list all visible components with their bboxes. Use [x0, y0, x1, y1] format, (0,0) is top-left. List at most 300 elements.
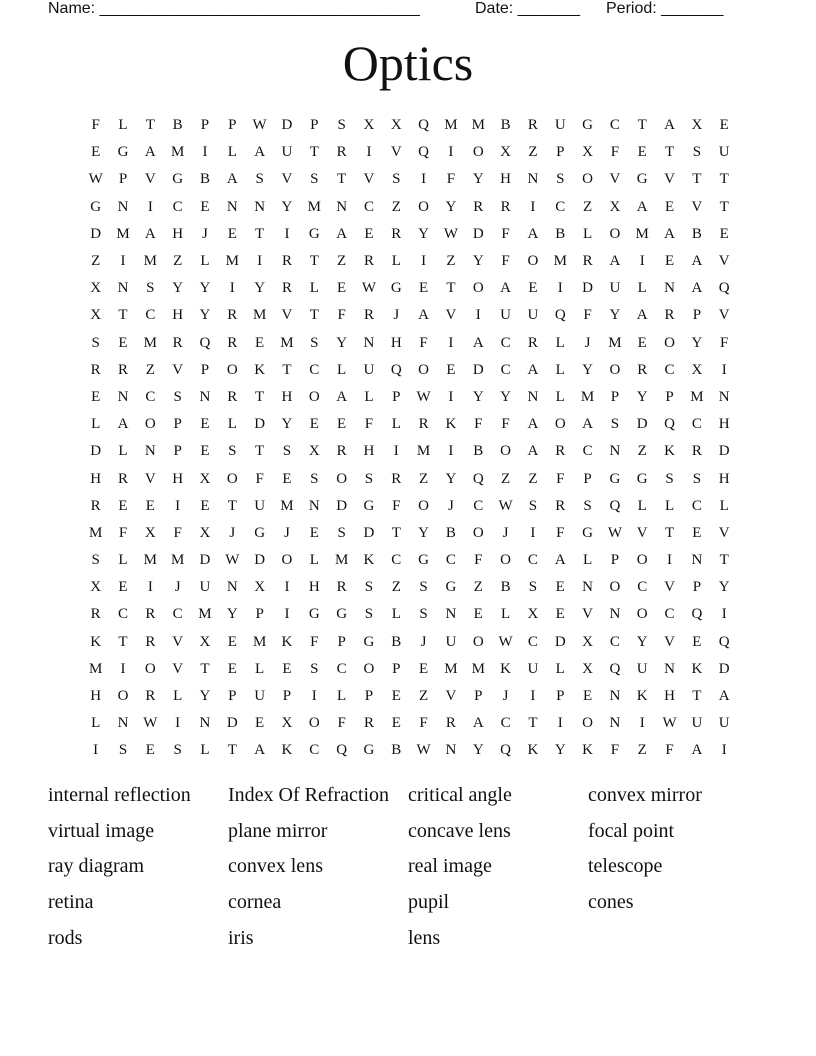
grid-letter: E: [719, 117, 729, 134]
grid-letter: Y: [636, 388, 648, 405]
grid-letter: H: [718, 470, 730, 487]
grid-letter: X: [390, 117, 402, 134]
grid-letter: Z: [145, 361, 155, 378]
grid-letter: Y: [172, 280, 184, 297]
grid-letter: K: [445, 416, 457, 433]
grid-letter: U: [609, 280, 621, 297]
grid-letter: S: [228, 443, 237, 460]
grid-letter: O: [527, 253, 539, 270]
grid-letter: T: [255, 443, 265, 460]
grid-letter: Q: [664, 416, 675, 433]
grid-letter: H: [172, 470, 184, 487]
word-list-item: rods: [48, 926, 83, 949]
grid-letter: N: [609, 443, 621, 460]
grid-letter: Y: [500, 388, 511, 405]
grid-letter: L: [391, 253, 401, 270]
grid-letter: F: [720, 334, 729, 351]
grid-letter: A: [500, 280, 511, 297]
grid-letter: R: [582, 253, 593, 270]
grid-letter: L: [364, 388, 374, 405]
grid-letter: L: [501, 606, 511, 623]
grid-letter: G: [636, 171, 648, 188]
grid-letter: S: [146, 280, 155, 297]
word-list-row: [48, 885, 788, 921]
grid-letter: E: [227, 660, 237, 677]
grid-letter: F: [583, 307, 592, 324]
grid-letter: U: [281, 144, 293, 161]
grid-letter: N: [609, 688, 621, 705]
grid-letter: R: [145, 606, 156, 623]
word-list-item: convex mirror: [588, 784, 702, 807]
word-list-item: lens: [408, 926, 441, 949]
grid-letter: A: [336, 225, 348, 242]
grid-letter: K: [664, 443, 675, 460]
grid-letter: O: [117, 688, 129, 705]
grid-letter: A: [691, 742, 703, 759]
grid-letter: G: [445, 579, 457, 596]
grid-letter: E: [227, 633, 237, 650]
grid-letter: I: [667, 552, 673, 569]
grid-letter: Z: [637, 443, 647, 460]
grid-letter: T: [337, 171, 347, 188]
grid-letter: J: [202, 225, 208, 242]
grid-letter: O: [226, 361, 238, 378]
grid-letter: D: [472, 225, 484, 242]
grid-letter: J: [229, 524, 236, 541]
grid-letter: W: [88, 171, 103, 188]
grid-letter: I: [448, 388, 454, 405]
grid-letter: I: [421, 171, 427, 188]
grid-letter: M: [307, 198, 321, 215]
grid-letter: L: [337, 688, 347, 705]
grid-letter: F: [419, 715, 428, 732]
grid-letter: D: [254, 416, 266, 433]
grid-letter: O: [418, 361, 430, 378]
grid-letter: U: [363, 361, 375, 378]
grid-letter: P: [228, 688, 237, 705]
grid-letter: P: [474, 688, 483, 705]
grid-letter: K: [527, 742, 539, 759]
grid-letter: F: [665, 742, 674, 759]
grid-letter: D: [554, 633, 566, 650]
grid-letter: R: [117, 361, 128, 378]
grid-letter: S: [419, 606, 428, 623]
grid-letter: A: [664, 225, 675, 242]
grid-letter: E: [664, 198, 675, 215]
grid-letter: E: [528, 280, 538, 297]
grid-letter: O: [308, 715, 320, 732]
grid-letter: R: [527, 334, 538, 351]
grid-letter: M: [334, 552, 349, 569]
grid-letter: C: [309, 361, 320, 378]
grid-letter: I: [284, 225, 290, 242]
grid-letter: C: [664, 606, 675, 623]
grid-letter: H: [308, 579, 320, 596]
grid-letter: C: [145, 388, 156, 405]
grid-letter: Y: [418, 225, 430, 242]
grid-letter: I: [530, 688, 536, 705]
grid-row: [82, 275, 739, 302]
grid-letter: T: [118, 633, 128, 650]
grid-letter: F: [255, 470, 264, 487]
grid-letter: C: [609, 117, 620, 134]
grid-letter: W: [225, 552, 240, 569]
grid-letter: Y: [281, 416, 293, 433]
grid-letter: L: [391, 606, 401, 623]
grid-letter: T: [446, 280, 456, 297]
grid-letter: F: [501, 253, 510, 270]
grid-letter: A: [554, 552, 566, 569]
grid-letter: H: [90, 688, 102, 705]
grid-row: [82, 248, 739, 275]
grid-letter: N: [117, 198, 129, 215]
grid-letter: Y: [582, 361, 593, 378]
grid-letter: J: [448, 497, 454, 514]
grid-letter: A: [691, 280, 703, 297]
grid-letter: O: [472, 144, 484, 161]
grid-letter: X: [199, 633, 211, 650]
grid-letter: Y: [718, 579, 730, 596]
grid-letter: O: [363, 660, 375, 677]
grid-letter: V: [636, 524, 648, 541]
grid-letter: N: [609, 715, 621, 732]
grid-letter: T: [118, 307, 128, 324]
grid-letter: P: [255, 606, 264, 623]
grid-letter: P: [228, 117, 237, 134]
grid-letter: E: [91, 388, 101, 405]
grid-letter: D: [226, 715, 238, 732]
grid-letter: N: [226, 579, 238, 596]
grid-letter: U: [500, 307, 511, 324]
grid-letter: C: [637, 579, 648, 596]
grid-letter: Y: [226, 606, 238, 623]
grid-letter: M: [635, 225, 649, 242]
grid-letter: E: [419, 660, 429, 677]
word-list: [48, 778, 788, 956]
grid-letter: Y: [445, 198, 457, 215]
grid-letter: Q: [418, 117, 430, 134]
grid-letter: W: [143, 715, 158, 732]
grid-letter: L: [173, 688, 183, 705]
grid-letter: P: [173, 416, 182, 433]
grid-letter: R: [555, 443, 566, 460]
grid-letter: L: [582, 225, 593, 242]
grid-letter: O: [636, 606, 648, 623]
word-list-item: concave lens: [408, 819, 511, 842]
grid-letter: A: [609, 253, 621, 270]
grid-letter: Y: [472, 171, 484, 188]
grid-letter: S: [310, 470, 319, 487]
grid-letter: E: [118, 497, 128, 514]
grid-letter: K: [363, 552, 375, 569]
grid-letter: L: [637, 497, 647, 514]
word-list-row: [48, 778, 788, 814]
grid-letter: O: [609, 361, 621, 378]
grid-letter: F: [501, 225, 510, 242]
grid-letter: T: [282, 361, 292, 378]
grid-letter: K: [90, 633, 102, 650]
grid-letter: C: [172, 606, 183, 623]
grid-letter: X: [527, 606, 539, 623]
grid-letter: S: [364, 606, 374, 623]
grid-letter: I: [639, 715, 645, 732]
grid-letter: N: [117, 280, 129, 297]
grid-letter: T: [528, 715, 538, 732]
grid-letter: F: [364, 416, 374, 433]
grid-letter: E: [255, 334, 265, 351]
grid-row: [82, 112, 739, 139]
grid-letter: V: [281, 171, 293, 188]
grid-row: [82, 221, 739, 248]
grid-letter: Q: [718, 280, 730, 297]
grid-letter: I: [366, 144, 372, 161]
grid-letter: J: [174, 579, 181, 596]
grid-letter: B: [172, 117, 183, 134]
grid-letter: I: [147, 579, 153, 596]
grid-letter: H: [664, 688, 675, 705]
grid-letter: D: [718, 660, 730, 677]
grid-letter: Y: [472, 742, 484, 759]
grid-letter: P: [118, 171, 128, 188]
grid-letter: E: [200, 198, 210, 215]
grid-letter: L: [91, 715, 101, 732]
grid-letter: I: [721, 606, 727, 623]
grid-letter: C: [145, 307, 156, 324]
grid-letter: R: [664, 307, 675, 324]
grid-letter: Q: [418, 144, 430, 161]
grid-letter: S: [364, 579, 374, 596]
grid-letter: S: [173, 742, 182, 759]
grid-letter: D: [636, 416, 648, 433]
grid-row: [82, 547, 739, 574]
grid-letter: V: [445, 307, 457, 324]
word-list-item: convex lens: [228, 855, 323, 878]
grid-row: [82, 384, 739, 411]
grid-letter: T: [664, 524, 675, 541]
grid-letter: H: [90, 470, 102, 487]
grid-letter: F: [173, 524, 182, 541]
grid-letter: R: [281, 280, 292, 297]
grid-letter: C: [691, 497, 702, 514]
grid-letter: R: [172, 334, 183, 351]
grid-letter: Y: [199, 280, 211, 297]
grid-letter: T: [637, 117, 647, 134]
grid-letter: H: [718, 416, 730, 433]
grid-letter: O: [582, 171, 593, 188]
grid-row: [82, 438, 739, 465]
grid-letter: G: [172, 171, 184, 188]
grid-letter: C: [336, 660, 347, 677]
grid-letter: H: [500, 171, 511, 188]
grid-letter: F: [392, 497, 401, 514]
grid-letter: F: [556, 524, 565, 541]
grid-letter: I: [175, 497, 181, 514]
grid-letter: V: [390, 144, 402, 161]
grid-letter: E: [719, 225, 729, 242]
grid-letter: R: [145, 633, 156, 650]
grid-letter: I: [639, 253, 645, 270]
grid-letter: G: [418, 552, 430, 569]
grid-letter: R: [527, 117, 538, 134]
grid-letter: E: [664, 253, 675, 270]
grid-letter: L: [200, 253, 210, 270]
grid-letter: F: [310, 633, 319, 650]
grid-letter: U: [527, 660, 539, 677]
grid-letter: I: [229, 280, 235, 297]
grid-letter: B: [199, 171, 210, 188]
grid-letter: L: [582, 552, 593, 569]
grid-letter: F: [501, 416, 510, 433]
grid-letter: V: [664, 171, 675, 188]
grid-letter: D: [254, 552, 266, 569]
grid-letter: O: [418, 497, 430, 514]
grid-letter: R: [281, 253, 292, 270]
grid-letter: L: [200, 742, 210, 759]
grid-letter: L: [118, 117, 128, 134]
word-list-item: Index Of Refraction: [228, 784, 390, 807]
grid-letter: H: [172, 225, 184, 242]
grid-letter: D: [90, 443, 102, 460]
grid-letter: R: [391, 470, 402, 487]
grid-row: [82, 574, 739, 601]
word-list-row: [48, 920, 788, 956]
grid-letter: D: [90, 225, 102, 242]
grid-letter: Y: [254, 280, 266, 297]
grid-letter: Y: [199, 688, 211, 705]
grid-letter: I: [120, 253, 126, 270]
grid-row: [82, 194, 739, 221]
grid-letter: C: [609, 633, 620, 650]
date-field-label: Date: _______: [475, 0, 580, 17]
grid-letter: W: [416, 388, 431, 405]
grid-letter: F: [474, 416, 483, 433]
grid-letter: R: [445, 715, 456, 732]
grid-letter: M: [225, 253, 239, 270]
grid-letter: M: [444, 117, 458, 134]
grid-letter: R: [473, 198, 484, 215]
grid-letter: C: [691, 416, 702, 433]
grid-letter: E: [145, 497, 155, 514]
grid-letter: Y: [418, 524, 430, 541]
grid-letter: A: [144, 144, 156, 161]
grid-letter: U: [554, 117, 566, 134]
grid-letter: F: [91, 117, 100, 134]
grid-letter: N: [445, 742, 457, 759]
grid-letter: N: [609, 606, 621, 623]
grid-letter: N: [445, 606, 457, 623]
grid-letter: Q: [691, 606, 703, 623]
grid-letter: E: [282, 470, 292, 487]
grid-letter: E: [637, 334, 647, 351]
grid-letter: P: [200, 117, 210, 134]
grid-letter: I: [175, 715, 181, 732]
grid-letter: P: [556, 144, 565, 161]
grid-letter: M: [143, 253, 157, 270]
grid-letter: N: [363, 334, 375, 351]
grid-letter: B: [555, 225, 566, 242]
grid-letter: C: [445, 552, 456, 569]
grid-letter: V: [445, 688, 457, 705]
word-list-item: internal reflection: [48, 784, 191, 807]
grid-letter: X: [582, 660, 593, 677]
grid-letter: C: [172, 198, 183, 215]
grid-letter: Y: [336, 334, 348, 351]
grid-letter: I: [393, 443, 399, 460]
grid-letter: R: [90, 497, 101, 514]
grid-letter: T: [200, 660, 210, 677]
word-list-row: [48, 849, 788, 885]
grid-letter: Q: [609, 497, 621, 514]
grid-letter: A: [472, 715, 484, 732]
grid-letter: C: [391, 552, 402, 569]
grid-letter: K: [500, 660, 511, 677]
grid-letter: O: [664, 334, 675, 351]
grid-letter: I: [721, 742, 727, 759]
grid-letter: X: [363, 117, 375, 134]
grid-letter: E: [419, 280, 429, 297]
grid-row: [82, 520, 739, 547]
grid-letter: M: [471, 117, 485, 134]
grid-letter: N: [664, 660, 675, 677]
grid-letter: W: [662, 715, 677, 732]
grid-letter: R: [363, 253, 374, 270]
grid-letter: V: [718, 307, 730, 324]
grid-letter: M: [580, 388, 595, 405]
grid-letter: X: [500, 144, 511, 161]
grid-letter: N: [254, 198, 266, 215]
grid-letter: W: [361, 280, 377, 297]
grid-letter: C: [500, 361, 511, 378]
grid-letter: P: [583, 470, 592, 487]
grid-letter: L: [227, 144, 237, 161]
grid-row: [82, 710, 739, 737]
grid-letter: P: [173, 443, 182, 460]
grid-letter: P: [310, 117, 319, 134]
grid-letter: A: [117, 416, 129, 433]
grid-letter: X: [90, 579, 102, 596]
grid-letter: V: [172, 633, 184, 650]
grid-letter: A: [527, 225, 539, 242]
grid-letter: J: [284, 524, 290, 541]
grid-letter: O: [336, 470, 348, 487]
grid-letter: R: [363, 307, 374, 324]
grid-letter: W: [498, 497, 513, 514]
grid-letter: E: [118, 334, 128, 351]
grid-letter: R: [227, 388, 238, 405]
grid-letter: Z: [391, 579, 401, 596]
grid-letter: M: [170, 552, 185, 569]
grid-letter: B: [691, 225, 702, 242]
grid-letter: O: [500, 443, 511, 460]
grid-letter: R: [555, 497, 566, 514]
grid-letter: X: [199, 524, 211, 541]
grid-letter: I: [448, 443, 454, 460]
grid-letter: D: [472, 361, 484, 378]
grid-letter: X: [609, 198, 621, 215]
grid-letter: M: [252, 307, 267, 324]
grid-letter: D: [718, 443, 730, 460]
grid-letter: X: [144, 524, 156, 541]
grid-letter: T: [255, 225, 265, 242]
grid-row: [82, 656, 739, 683]
grid-letter: X: [308, 443, 320, 460]
grid-letter: N: [664, 280, 675, 297]
grid-letter: X: [691, 361, 703, 378]
grid-letter: I: [721, 361, 727, 378]
grid-letter: G: [582, 524, 593, 541]
grid-letter: R: [691, 443, 702, 460]
grid-letter: B: [473, 443, 484, 460]
